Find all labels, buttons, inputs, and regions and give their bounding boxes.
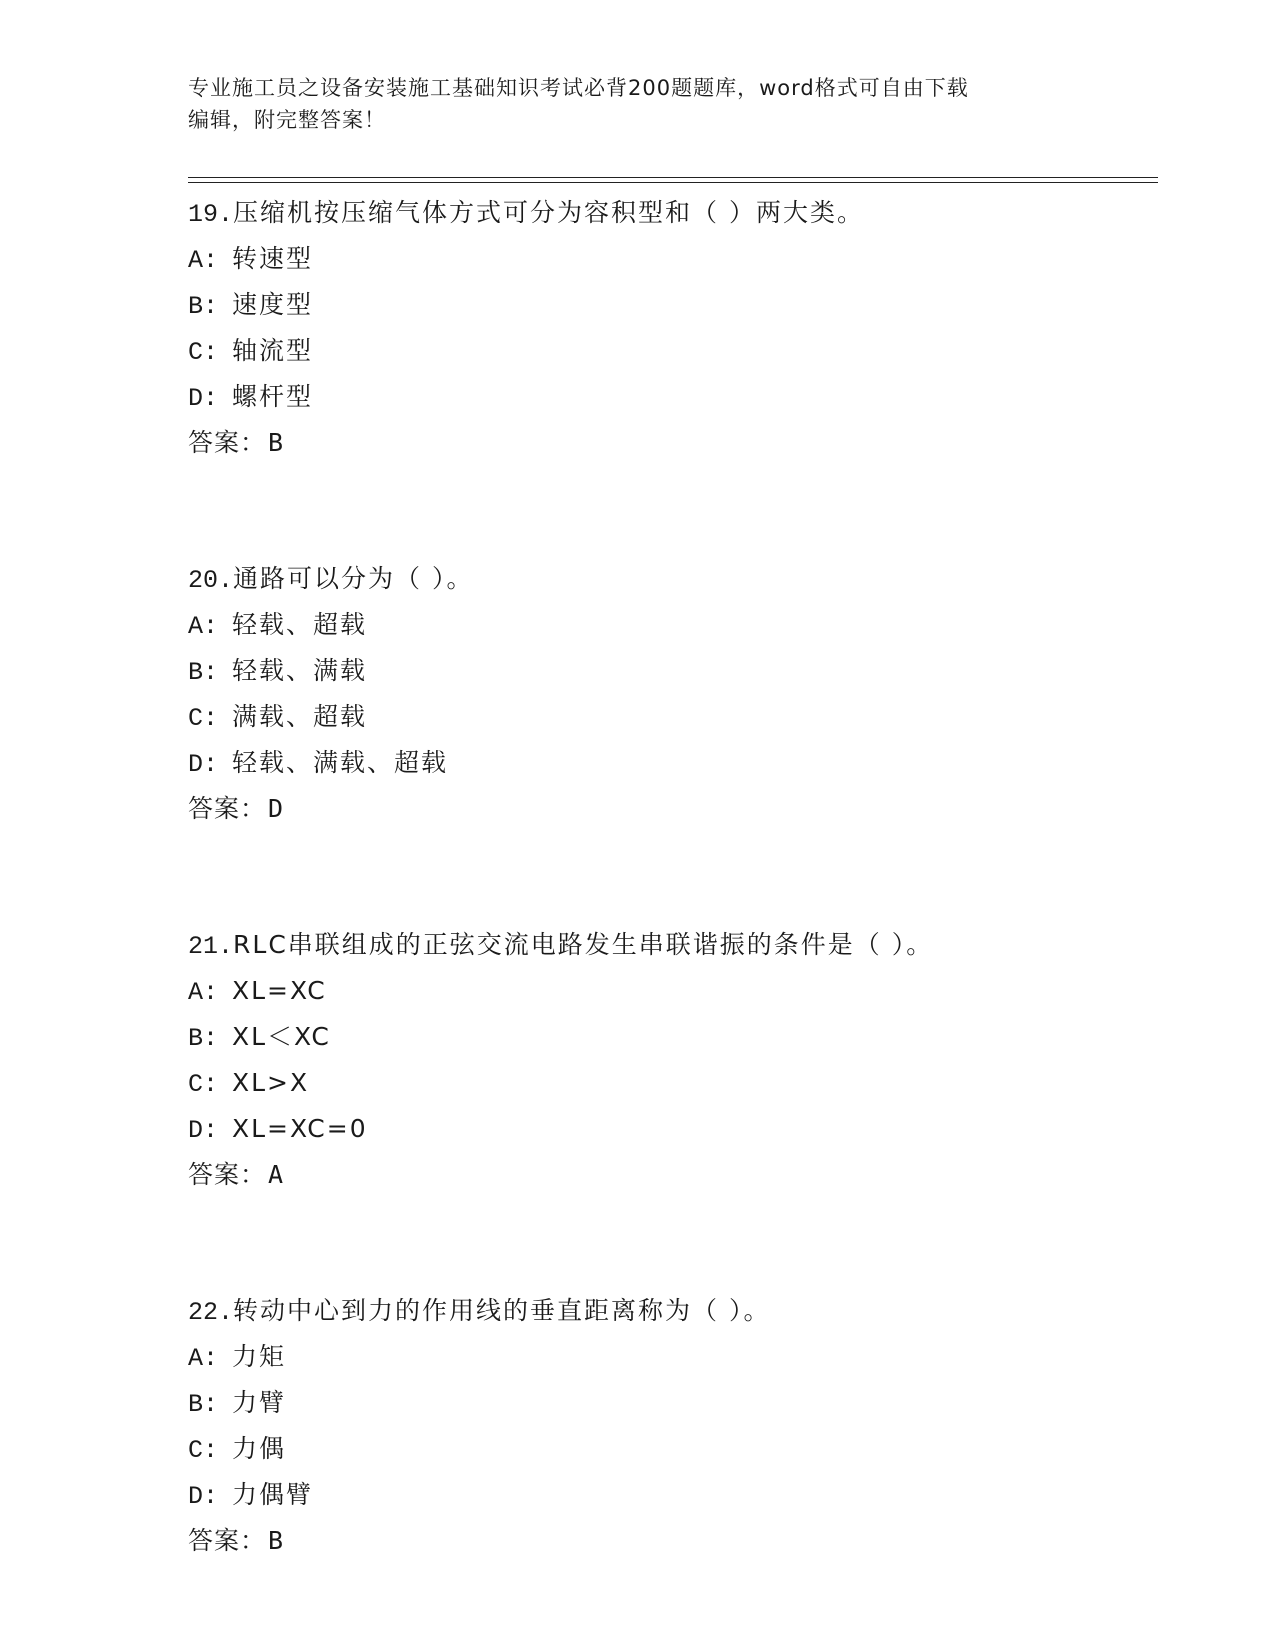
option-letter: D: (188, 1482, 219, 1511)
answer-label: 答案： (188, 428, 267, 457)
option-text: 满载、超载 (232, 702, 368, 731)
question-number: 19. (188, 200, 234, 229)
option-text: 轴流型 (232, 336, 314, 365)
option-letter: B: (188, 658, 219, 687)
option-c (188, 1060, 1148, 1106)
answer-value: B (268, 1526, 285, 1555)
question-number: 22. (188, 1298, 234, 1327)
header-divider-top (188, 177, 1158, 178)
answer-label: 答案： (188, 794, 267, 823)
question-19 (188, 190, 1148, 466)
option-text: XL=XC (232, 976, 327, 1005)
question-20 (188, 556, 1148, 832)
header-line-1: 专业施工员之设备安装施工基础知识考试必背200题题库，word格式可自由下载 (188, 76, 969, 100)
option-text: 力矩 (232, 1342, 287, 1371)
question-number: 20. (188, 566, 234, 595)
option-text: 力臂 (232, 1388, 287, 1417)
option-letter: A: (188, 246, 219, 275)
question-spacer (188, 1198, 1148, 1288)
header-line-2: 编辑，附完整答案！ (188, 108, 386, 132)
header-divider-bottom (188, 182, 1158, 183)
answer-value: A (268, 1160, 285, 1189)
option-text: XL=XC=0 (232, 1114, 368, 1143)
question-22 (188, 1288, 1148, 1564)
question-text: 压缩机按压缩气体方式可分为容积型和（ ）两大类。 (233, 198, 864, 227)
question-text: 转动中心到力的作用线的垂直距离称为（ ）。 (233, 1296, 771, 1325)
option-d (188, 1106, 1148, 1152)
option-a (188, 968, 1148, 1014)
question-21 (188, 922, 1148, 1198)
option-text: 转速型 (232, 244, 314, 273)
option-letter: C: (188, 338, 219, 367)
question-spacer (188, 832, 1148, 922)
option-b (188, 1014, 1148, 1060)
option-c (188, 1426, 1148, 1472)
option-text: 轻载、满载、超载 (232, 748, 449, 777)
answer-line (188, 1152, 1148, 1198)
answer-value: B (268, 428, 285, 457)
question-stem (188, 190, 1148, 236)
answer-value: D (268, 794, 285, 823)
option-text: 轻载、满载 (232, 656, 368, 685)
option-d (188, 740, 1148, 786)
option-text: XL>X (232, 1068, 310, 1097)
option-b (188, 282, 1148, 328)
option-d (188, 1472, 1148, 1518)
option-letter: A: (188, 978, 219, 1007)
option-text: XL＜XC (232, 1022, 331, 1051)
option-b (188, 648, 1148, 694)
question-stem (188, 556, 1148, 602)
option-b (188, 1380, 1148, 1426)
option-letter: D: (188, 384, 219, 413)
option-a (188, 602, 1148, 648)
option-text: 力偶 (232, 1434, 287, 1463)
option-letter: C: (188, 704, 219, 733)
option-text: 速度型 (232, 290, 314, 319)
option-letter: B: (188, 1390, 219, 1419)
option-letter: D: (188, 1116, 219, 1145)
option-text: 力偶臂 (232, 1480, 314, 1509)
option-text: 轻载、超载 (232, 610, 368, 639)
option-a (188, 1334, 1148, 1380)
question-stem (188, 1288, 1148, 1334)
document-header (188, 72, 1088, 136)
question-text: RLC串联组成的正弦交流电路发生串联谐振的条件是（ ）。 (233, 930, 934, 959)
question-list (188, 190, 1148, 1564)
option-letter: D: (188, 750, 219, 779)
option-text: 螺杆型 (232, 382, 314, 411)
question-number: 21. (188, 932, 234, 961)
answer-label: 答案： (188, 1160, 267, 1189)
option-letter: A: (188, 612, 219, 641)
option-c (188, 694, 1148, 740)
answer-line (188, 420, 1148, 466)
question-text: 通路可以分为（ ）。 (233, 564, 474, 593)
option-letter: C: (188, 1436, 219, 1465)
answer-label: 答案： (188, 1526, 267, 1555)
option-letter: A: (188, 1344, 219, 1373)
option-letter: B: (188, 292, 219, 321)
answer-line (188, 786, 1148, 832)
option-letter: C: (188, 1070, 219, 1099)
answer-line (188, 1518, 1148, 1564)
option-d (188, 374, 1148, 420)
question-stem (188, 922, 1148, 968)
question-spacer (188, 466, 1148, 556)
option-a (188, 236, 1148, 282)
option-c (188, 328, 1148, 374)
option-letter: B: (188, 1024, 219, 1053)
